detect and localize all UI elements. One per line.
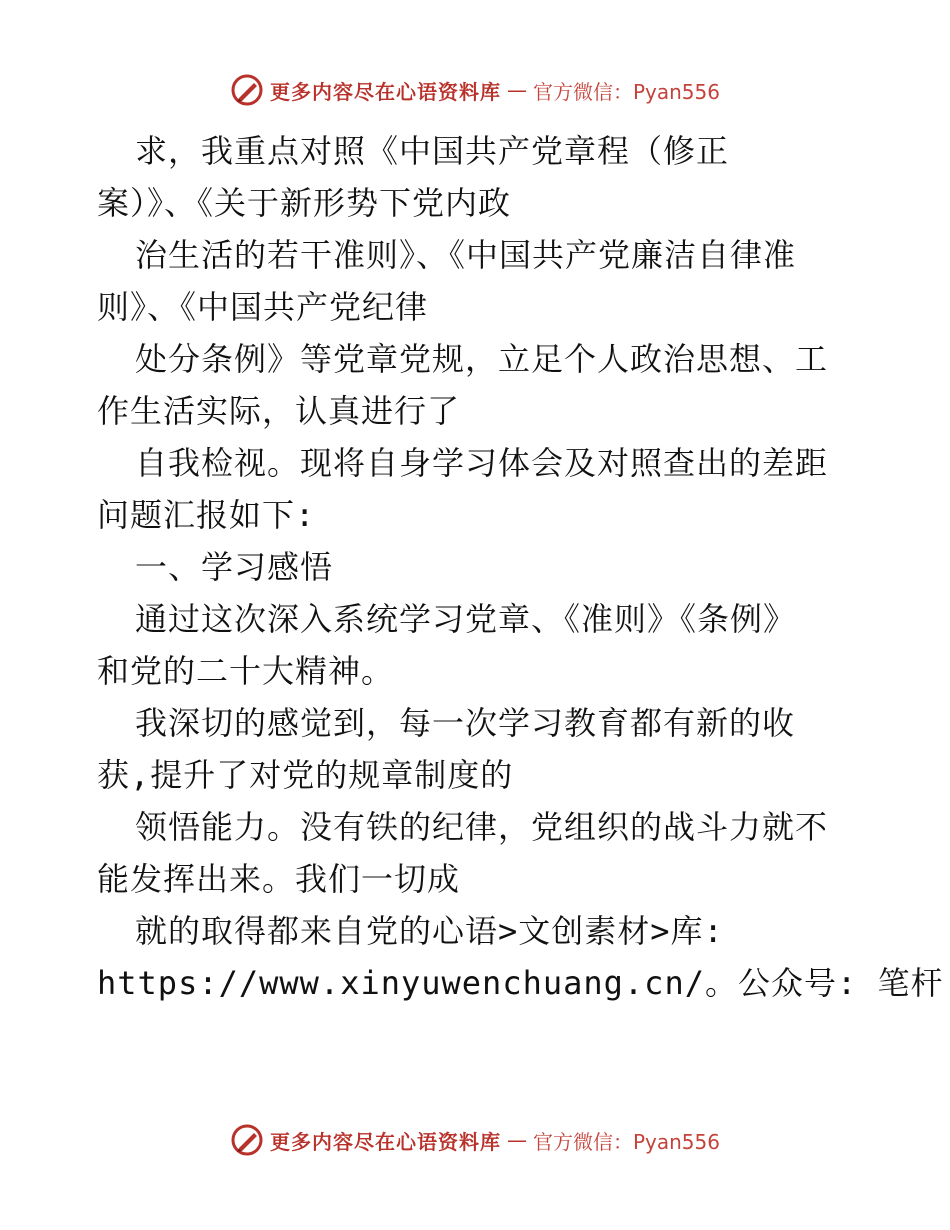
body-text-line: 治生活的若干准则》、《中国共产党廉洁自律准 xyxy=(135,236,797,274)
footer-watermark-banner xyxy=(0,1120,950,1160)
body-text-line: 一、学习感悟 xyxy=(135,548,334,586)
header-watermark-banner xyxy=(0,70,950,110)
pen-logo-icon xyxy=(230,1123,264,1157)
body-text-line: 作生活实际，认真进行了 xyxy=(97,392,461,430)
document-body xyxy=(97,125,944,1009)
header-banner-text: 更多内容尽在心语资料库 xyxy=(269,79,501,104)
body-text-line: 获,提升了对党的规章制度的 xyxy=(97,756,514,794)
body-text-line: 就的取得都来自党的心语>文创素材>库: xyxy=(135,912,724,950)
header-banner-wechat: 官方微信：Pyan556 xyxy=(532,79,720,104)
footer-banner-wechat: 官方微信：Pyan556 xyxy=(532,1129,720,1154)
header-banner-separator: — xyxy=(506,78,527,102)
body-text-line: 能发挥出来。我们一切成 xyxy=(97,860,461,898)
body-text-line: https://www.xinyuwenchuang.cn/。公众号: 笔杆 xyxy=(97,964,944,1002)
body-text-line: 问题汇报如下: xyxy=(97,496,316,534)
pen-logo-icon xyxy=(230,73,264,107)
body-text-line: 和党的二十大精神。 xyxy=(97,652,395,690)
footer-banner-separator: — xyxy=(506,1128,527,1152)
body-text-line: 则》、《中国共产党纪律 xyxy=(97,288,429,326)
body-text-line: 自我检视。现将自身学习体会及对照查出的差距 xyxy=(135,444,829,482)
footer-banner-text: 更多内容尽在心语资料库 xyxy=(269,1129,501,1154)
body-text-line: 案）》、《关于新形势下党内政 xyxy=(97,184,512,222)
body-text-line: 求，我重点对照《中国共产党章程（修正 xyxy=(135,132,730,170)
body-text-line: 处分条例》等党章党规，立足个人政治思想、工 xyxy=(135,340,829,378)
body-text-line: 领悟能力。没有铁的纪律，党组织的战斗力就不 xyxy=(135,808,829,846)
body-text-line: 我深切的感觉到，每一次学习教育都有新的收 xyxy=(135,704,796,742)
body-text-line: 通过这次深入系统学习党章、《准则》《条例》 xyxy=(135,600,797,638)
